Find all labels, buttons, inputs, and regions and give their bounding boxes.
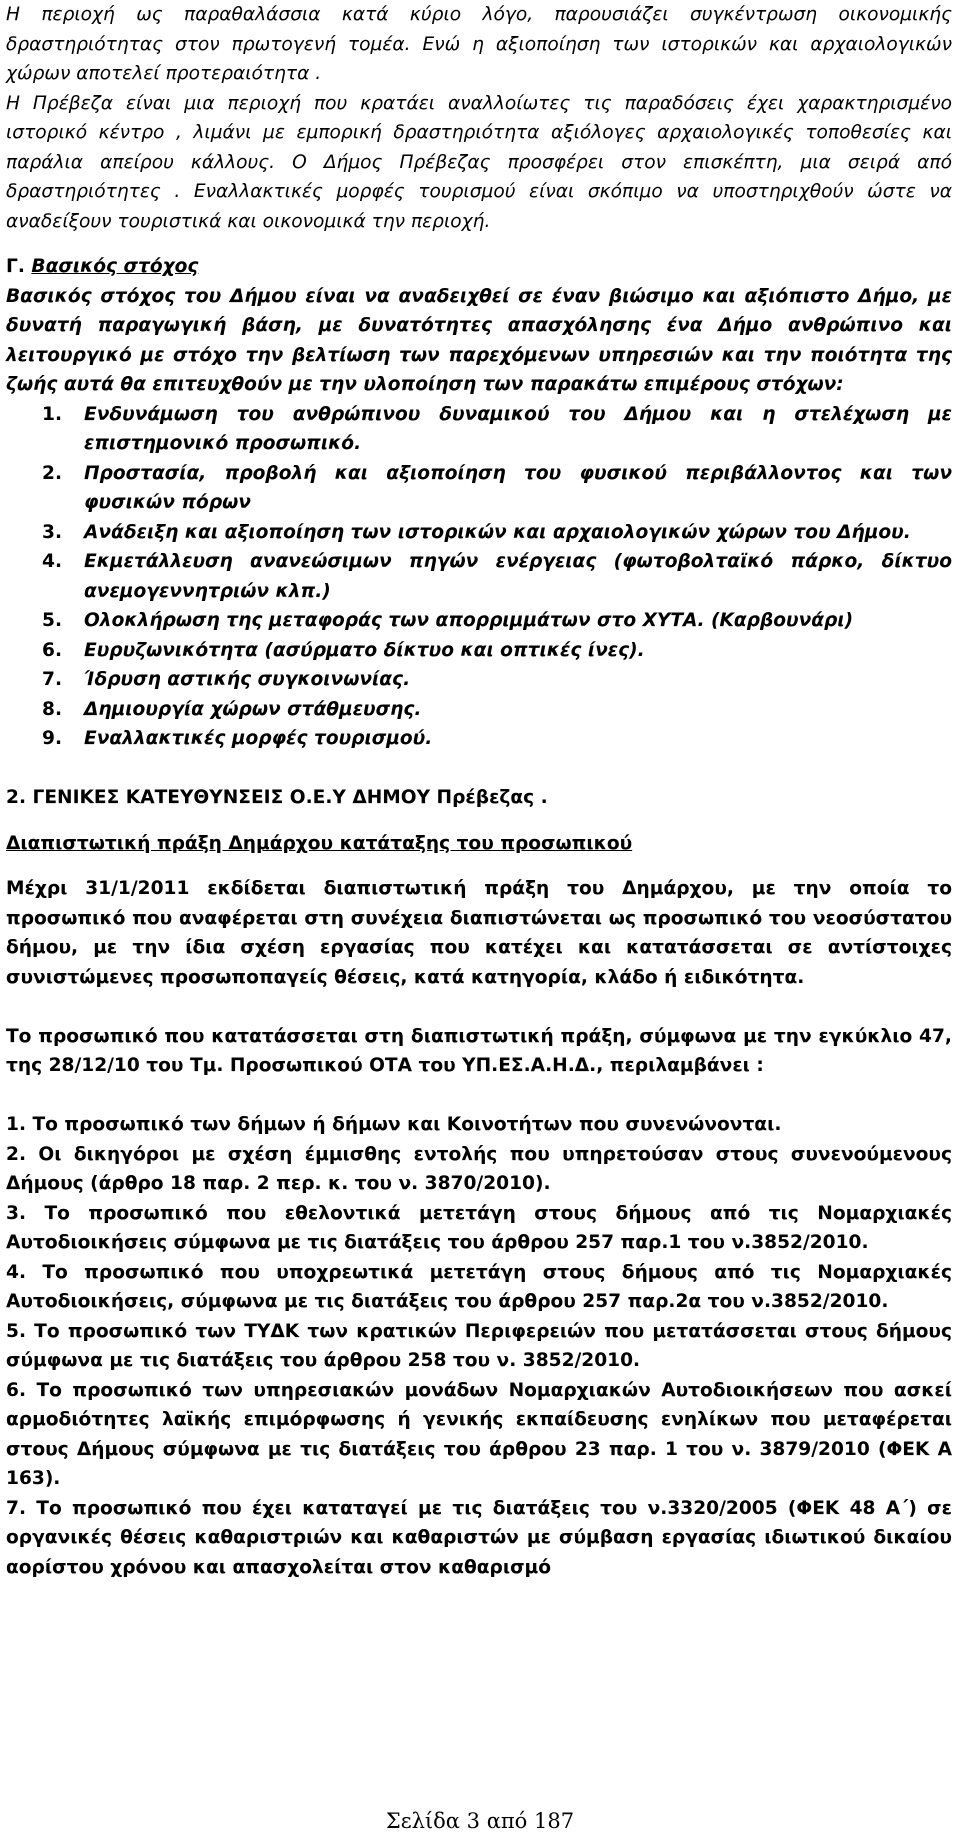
goal-item bbox=[6, 695, 952, 725]
goal-item-text: Δημιουργία χώρων στάθμευσης. bbox=[84, 698, 422, 720]
goal-item bbox=[6, 547, 952, 606]
goal-item bbox=[6, 724, 952, 754]
goal-item-text: Ίδρυση αστικής συγκοινωνίας. bbox=[84, 669, 411, 690]
goal-item-text: Ολοκλήρωση της μεταφοράς των απορριμμάτων στο ΧΥΤΑ. (Καρβουνάρι) bbox=[84, 610, 854, 631]
goal-item-text: Εναλλακτικές μορφές τουρισμού. bbox=[84, 728, 433, 749]
goal-body: Βασικός στόχος του Δήμου είναι να αναδειχθεί σε έναν βιώσιμο και αξιόπιστο Δήμο, με δυνατή παραγωγική βάση, με δυνατότητες απασχόλησης ένα Δήμο ανθρώπινο και λειτουργικό με στόχο την βελτίωση των παρεχόμενων υπηρεσιών και την ποιότητα της ζωής αυτά θα επιτευχθούν με την υλοποίηση των παρακάτω επιμέρους στόχων: bbox=[6, 285, 952, 395]
goal-item-number: 4. bbox=[42, 551, 63, 572]
section2-subheading: Διαπιστωτική πράξη Δημάρχου κατάταξης του προσωπικού bbox=[6, 832, 633, 854]
goal-item bbox=[6, 636, 952, 666]
staff-list-item: 3. Το προσωπικό που εθελοντικά μετετάγη στους δήμους από τις Νομαρχιακές Αυτοδιοικήσεις σύμφωνα με τις διατάξεις του άρθρου 257 παρ.1 του ν.3852/2010. bbox=[6, 1202, 952, 1253]
goal-item-number: 8. bbox=[42, 698, 63, 720]
intro-paragraph-1: Η περιοχή ως παραθαλάσσια κατά κύριο λόγο, παρουσιάζει συγκέντρωση οικονομικής δραστηριότητας στον πρωτογενή τομέα. Ενώ η αξιοποίηση των ιστορικών και αρχαιολογικών χώρων αποτελεί προτεραιότητα . bbox=[6, 4, 952, 84]
intro-paragraph-2: Η Πρέβεζα είναι μια περιοχή που κρατάει αναλλοίωτες τις παραδόσεις έχει χαρακτηρισμένο ιστορικό κέντρο , λιμάνι με εμπορική δραστηριότητα αξιόλογες αρχαιολογικές τοποθεσίες και παράλια απείρου κάλλους. Ο Δήμος Πρέβεζας προσφέρει στον επισκέπτη, μια σειρά από δραστηριότητες . Εναλλακτικές μορφές τουρισμού είναι σκόπιμο να υποστηριχθούν ώστε να αναδείξουν τουριστικά και οικονομικά την περιοχή. bbox=[6, 92, 952, 232]
goal-item-number: 1. bbox=[42, 403, 63, 425]
section2-heading: 2. ΓΕΝΙΚΕΣ ΚΑΤΕΥΘΥΝΣΕΙΣ Ο.Ε.Υ ΔΗΜΟΥ Πρέβεζας . bbox=[6, 787, 548, 808]
goal-item bbox=[6, 665, 952, 695]
goal-heading-text: Βασικός στόχος bbox=[31, 256, 199, 277]
staff-list-item: 4. Το προσωπικό που υποχρεωτικά μετετάγη στους δήμους από τις Νομαρχιακές Αυτοδιοικήσεις, σύμφωνα με τις διατάξεις του άρθρου 257 παρ.2α του ν.3852/2010. bbox=[6, 1261, 952, 1312]
goal-item-number: 6. bbox=[42, 639, 63, 661]
goal-list bbox=[6, 400, 952, 754]
section2-paragraph-2: Το προσωπικό που κατατάσσεται στη διαπιστωτική πράξη, σύμφωνα με την εγκύκλιο 47, της 28/12/10 του Τμ. Προσωπικού ΟΤΑ του ΥΠ.ΕΣ.Α.Η.Δ., περιλαμβάνει : bbox=[6, 1025, 952, 1076]
staff-list-item: 1. Το προσωπικό των δήμων ή δήμων και Κοινοτήτων που συνενώνονται. bbox=[6, 1114, 782, 1135]
goal-item-text: Προστασία, προβολή και αξιοποίηση του φυσικού περιβάλλοντος και των φυσικών πόρων bbox=[84, 462, 952, 513]
goal-item-text: Ανάδειξη και αξιοποίηση των ιστορικών και αρχαιολογικών χώρων του Δήμου. bbox=[84, 521, 911, 543]
goal-heading-prefix: Γ. bbox=[6, 256, 32, 277]
goal-item-number: 3. bbox=[42, 521, 63, 543]
goal-item bbox=[6, 606, 952, 636]
goal-item-text: Ευρυζωνικότητα (ασύρματο δίκτυο και οπτικές ίνες). bbox=[84, 639, 645, 661]
staff-list-item: 7. Το προσωπικό που έχει καταταγεί με τις διατάξεις του ν.3320/2005 (ΦΕΚ 48 Α΄) σε οργανικές θέσεις καθαριστριών και καθαριστών με σύμβαση εργασίας ιδιωτικού δικαίου αορίστου χρόνου και απασχολείται στον καθαρισμό bbox=[6, 1497, 952, 1578]
goal-item bbox=[6, 518, 952, 548]
goal-item-number: 5. bbox=[42, 610, 63, 631]
goal-item bbox=[6, 400, 952, 459]
document-page bbox=[6, 0, 952, 1582]
goal-item-text: Εκμετάλλευση ανανεώσιμων πηγών ενέργειας (φωτοβολταϊκό πάρκο, δίκτυο ανεμογεννητριών κλπ.) bbox=[84, 551, 952, 602]
goal-item bbox=[6, 459, 952, 518]
staff-list-item: 2. Οι δικηγόροι με σχέση έμμισθης εντολής που υπηρετούσαν στους συνενούμενους Δήμους (άρθρο 18 παρ. 2 περ. κ. του ν. 3870/2010). bbox=[6, 1143, 952, 1194]
section2-paragraph-1: Μέχρι 31/1/2011 εκδίδεται διαπιστωτική πράξη του Δημάρχου, με την οποία το προσωπικό που αναφέρεται στη συνέχεια διαπιστώνεται ως προσωπικό του νεοσύστατου δήμου, με την ίδια σχέση εργασίας που κατέχει και κατατάσσεται σε αντίστοιχες συνιστώμενες προσωποπαγείς θέσεις, κατά κατηγορία, κλάδο ή ειδικότητα. bbox=[6, 878, 952, 988]
goal-item-number: 7. bbox=[42, 669, 63, 690]
staff-list-item: 6. Το προσωπικό των υπηρεσιακών μονάδων Νομαρχιακών Αυτοδιοικήσεων που ασκεί αρμοδιότητες λαϊκής επιμόρφωσης ή γενικής εκπαίδευσης ενηλίκων που μεταφέρεται στους Δήμους σύμφωνα με τις διατάξεις του άρθρου 23 παρ. 1 του ν. 3879/2010 (ΦΕΚ Α 163). bbox=[6, 1379, 952, 1489]
goal-item-number: 2. bbox=[42, 462, 63, 484]
page-number-footer: Σελίδα 3 από 187 bbox=[385, 1809, 575, 1833]
goal-heading bbox=[6, 252, 952, 282]
staff-list-item: 5. Το προσωπικό των ΤΥΔΚ των κρατικών Περιφερειών που μετατάσσεται στους δήμους σύμφωνα με τις διατάξεις του άρθρου 258 του ν. 3852/2010. bbox=[6, 1320, 952, 1371]
goal-item-text: Ενδυνάμωση του ανθρώπινου δυναμικού του Δήμου και η στελέχωση με επιστημονικό προσωπικό. bbox=[84, 403, 952, 454]
goal-item-number: 9. bbox=[42, 728, 63, 749]
